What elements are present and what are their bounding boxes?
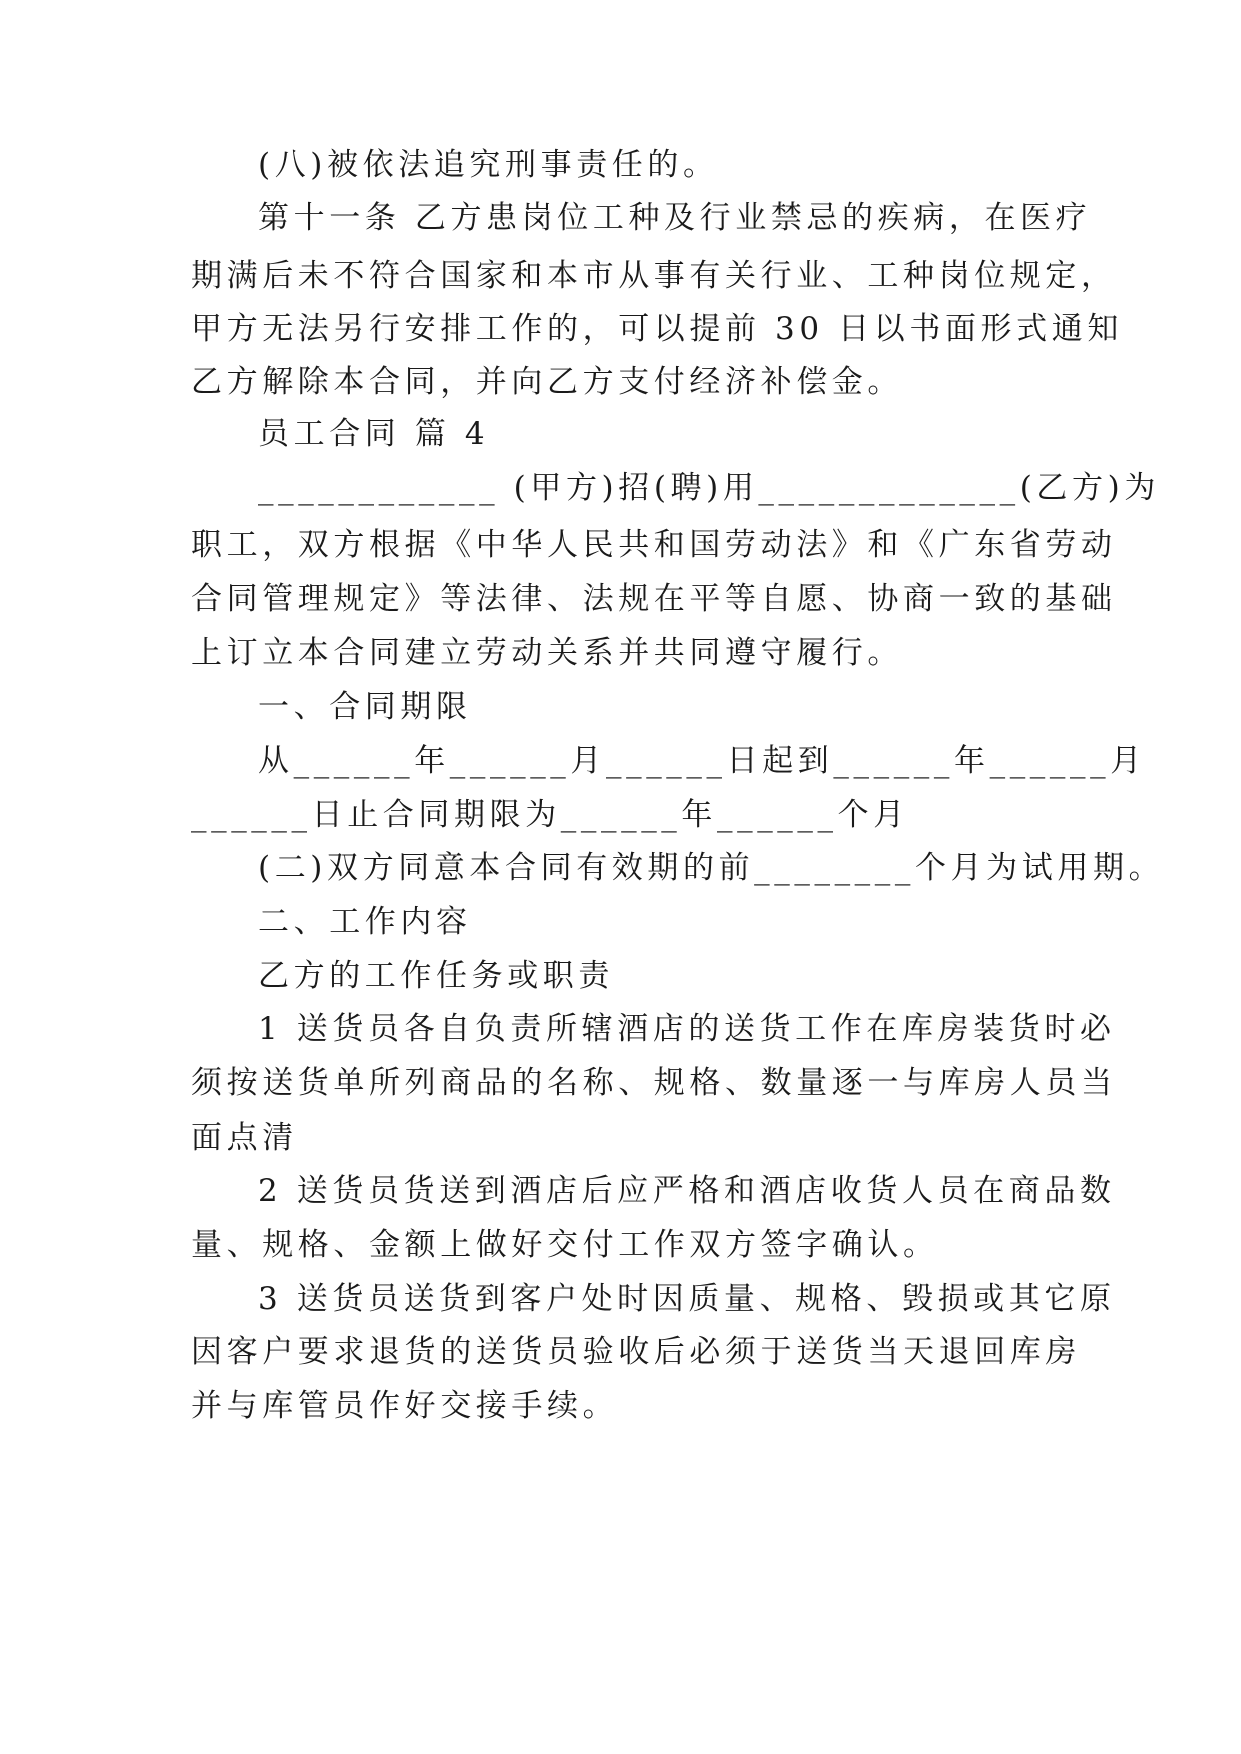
paragraph-line: 乙方的工作任务或职责 <box>258 958 614 994</box>
paragraph-line: 1 送货员各自负责所辖酒店的送货工作在库房装货时必 <box>258 1011 1116 1047</box>
paragraph-line: 甲方无法另行安排工作的，可以提前 30 日以书面形式通知 <box>191 311 1123 347</box>
paragraph-line: (二)双方同意本合同有效期的前________个月为试用期。 <box>258 850 1165 886</box>
paragraph-line: 上订立本合同建立劳动关系并共同遵守履行。 <box>191 635 903 671</box>
paragraph-line: ______日止合同期限为______年______个月 <box>191 797 909 833</box>
paragraph-line: 乙方解除本合同，并向乙方支付经济补偿金。 <box>191 364 903 400</box>
paragraph-line: 面点清 <box>191 1120 298 1156</box>
paragraph-line: 3 送货员送货到客户处时因质量、规格、毁损或其它原 <box>258 1281 1116 1317</box>
paragraph-line: 合同管理规定》等法律、法规在平等自愿、协商一致的基础 <box>191 581 1117 617</box>
paragraph-line: 从______年______月______日起到______年______月 <box>258 743 1146 779</box>
paragraph-line: 因客户要求退货的送货员验收后必须于送货当天退回库房 <box>191 1334 1081 1370</box>
paragraph-line: 须按送货单所列商品的名称、规格、数量逐一与库房人员当 <box>191 1065 1117 1101</box>
paragraph-line: 并与库管员作好交接手续。 <box>191 1388 619 1424</box>
paragraph-line: 期满后未不符合国家和本市从事有关行业、工种岗位规定， <box>191 258 1117 294</box>
paragraph-line: 2 送货员货送到酒店后应严格和酒店收货人员在商品数 <box>258 1173 1116 1209</box>
paragraph-line: 量、规格、金额上做好交付工作双方签字确认。 <box>191 1227 939 1263</box>
section-heading: 二、工作内容 <box>258 904 472 940</box>
paragraph-line: 第十一条 乙方患岗位工种及行业禁忌的疾病，在医疗 <box>258 200 1092 236</box>
paragraph-line: ____________ (甲方)招(聘)用_____________(乙方)为 <box>258 470 1160 506</box>
paragraph-line: 职工，双方根据《中华人民共和国劳动法》和《广东省劳动 <box>191 527 1117 563</box>
section-heading: 员工合同 篇 4 <box>258 416 490 452</box>
paragraph-line: (八)被依法追究刑事责任的。 <box>258 147 719 183</box>
section-heading: 一、合同期限 <box>258 689 472 725</box>
